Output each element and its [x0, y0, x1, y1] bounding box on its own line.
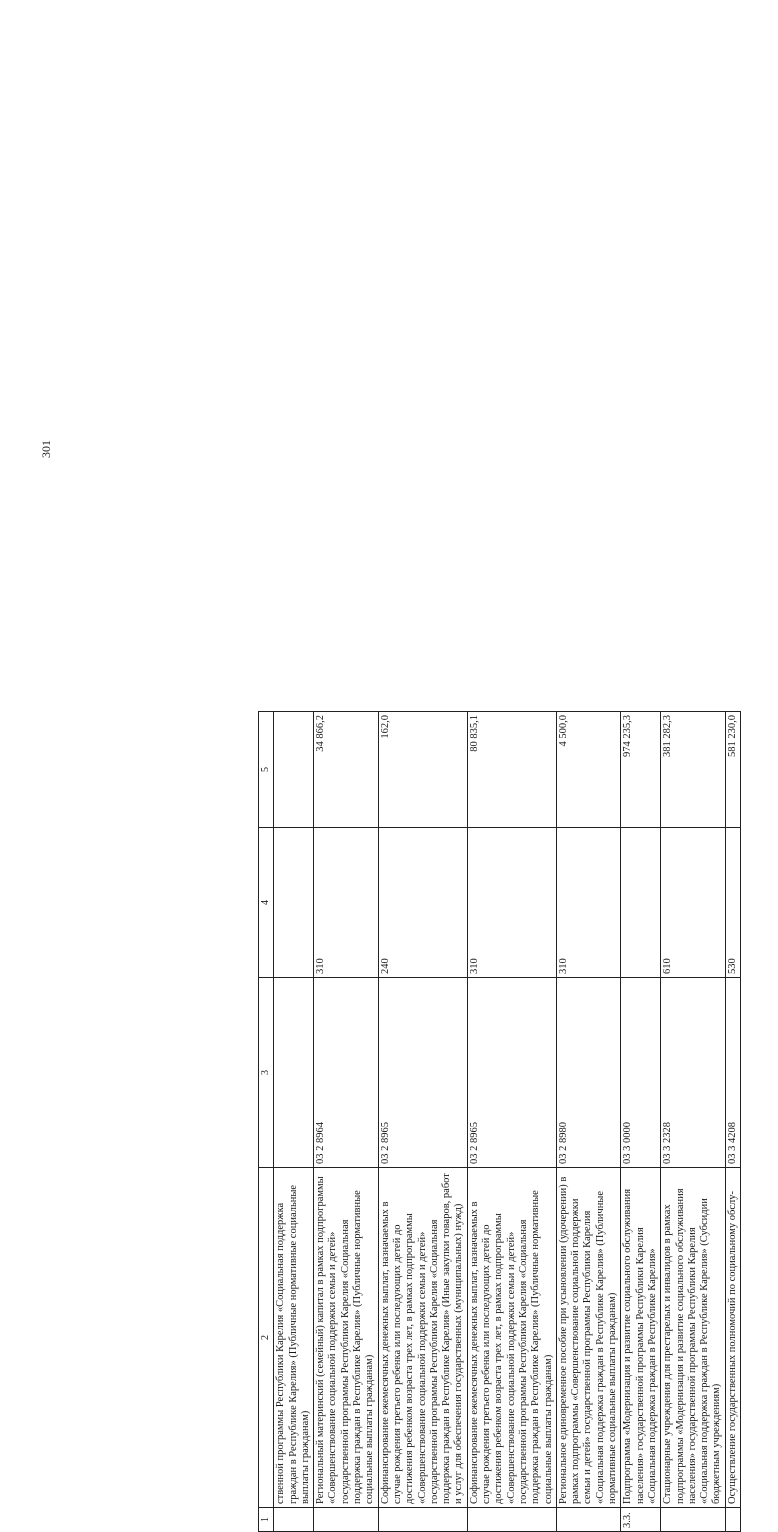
table-row: [556, 712, 620, 1532]
row-name: Региональный материнский (семейный) капитал в рамках подпрограммы «Совершенствование социальной поддержки семьи и детей» государственной программы Республики Карелия «Социальная поддержка граждан в Республике Карелия» (Публичные нормативные социальные выплаты гражданам): [314, 1168, 378, 1508]
row-name: Осуществление государственных полномочий по социальному обслу-: [725, 1168, 740, 1508]
row-kvr: 530: [725, 828, 740, 978]
row-name: Региональное единовременное пособие при усыновлении (удочерении) в рамках подпрограммы «Совершенствование социальной поддержки семьи и детей» государственной программы Республики Карелия «Социальная поддержка граждан в Республике Карелия» (Публичные нормативные социальные выплаты гражданам): [556, 1168, 620, 1508]
row-sum: [274, 712, 314, 828]
column-header: 5: [259, 712, 274, 828]
rotated-page-content: [258, 712, 778, 1532]
row-kvr: 240: [378, 828, 467, 978]
table-row: [378, 712, 467, 1532]
table-row: [725, 712, 740, 1532]
row-kvr: 610: [661, 828, 725, 978]
table-row: [467, 712, 556, 1532]
row-number: [467, 1508, 556, 1532]
row-name: Стационарные учреждения для престарелых и инвалидов в рамках подпрограммы «Модернизация и развитие социального обслуживания населения» государственной программы Республики Карелия «Социальная поддержка граждан в Республике Карелия» (Субсидии бюджетным учреждениям): [661, 1168, 725, 1508]
row-number: [661, 1508, 725, 1532]
table-row: [314, 712, 378, 1532]
row-number: 3.3.: [621, 1508, 661, 1532]
row-kvr: [274, 828, 314, 978]
row-kcsr: [274, 978, 314, 1168]
row-kcsr: 03 2 8965: [378, 978, 467, 1168]
row-kcsr: 03 2 8964: [314, 978, 378, 1168]
row-kcsr: 03 3 0000: [621, 978, 661, 1168]
row-number: [274, 1508, 314, 1532]
row-kcsr: 03 3 2328: [661, 978, 725, 1168]
row-kcsr: 03 3 4208: [725, 978, 740, 1168]
row-sum: 80 835,1: [467, 712, 556, 828]
table-header-row: [259, 712, 274, 1532]
row-number: [314, 1508, 378, 1532]
row-kvr: [621, 828, 661, 978]
row-sum: 34 866,2: [314, 712, 378, 828]
column-header: 2: [259, 1168, 274, 1508]
column-header: 3: [259, 978, 274, 1168]
page-number: 301: [39, 440, 53, 458]
row-number: [378, 1508, 467, 1532]
row-name: Софинансирование ежемесячных денежных выплат, назначаемых в случае рождения третьего ребенка или последующих детей до достижения ребенком возраста трех лет, в рамках подпрограммы «Совершенствование социальной поддержки семьи и детей» государственной программы Республики Карелия «Социальная поддержка граждан в Республике Карелия» (Иные закупки товаров, работ и услуг для обеспечения государственных (муниципальных) нужд): [378, 1168, 467, 1508]
row-name: Подпрограмма «Модернизация и развитие социального обслуживания населения» государственной программы Республики Карелия «Социальная поддержка граждан в Республике Карелия»: [621, 1168, 661, 1508]
table-row: [621, 712, 661, 1532]
row-sum: 974 235,3: [621, 712, 661, 828]
row-number: [725, 1508, 740, 1532]
table-row: [274, 712, 314, 1532]
row-name: ственной программы Республики Карелия «Социальная поддержка граждан в Республике Карелия» (Публичные нормативные социальные выплаты гражданам): [274, 1168, 314, 1508]
row-number: [556, 1508, 620, 1532]
row-kvr: 310: [556, 828, 620, 978]
column-header: 1: [259, 1508, 274, 1532]
row-sum: 162,0: [378, 712, 467, 828]
row-kvr: 310: [314, 828, 378, 978]
row-name: Софинансирование ежемесячных денежных выплат, назначаемых в случае рождения третьего ребенка или последующих детей до достижения ребенком возраста трех лет, в рамках подпрограммы «Совершенствование социальной поддержки семьи и детей» государственной программы Республики Карелия «Социальная поддержка граждан в Республике Карелия» (Публичные нормативные социальные выплаты гражданам): [467, 1168, 556, 1508]
row-sum: 4 500,0: [556, 712, 620, 828]
column-header: 4: [259, 828, 274, 978]
row-kcsr: 03 2 8980: [556, 978, 620, 1168]
table-row: [661, 712, 725, 1532]
row-kcsr: 03 2 8965: [467, 978, 556, 1168]
budget-table: [258, 711, 741, 1532]
row-kvr: 310: [467, 828, 556, 978]
row-sum: 581 230,0: [725, 712, 740, 828]
row-sum: 381 282,3: [661, 712, 725, 828]
